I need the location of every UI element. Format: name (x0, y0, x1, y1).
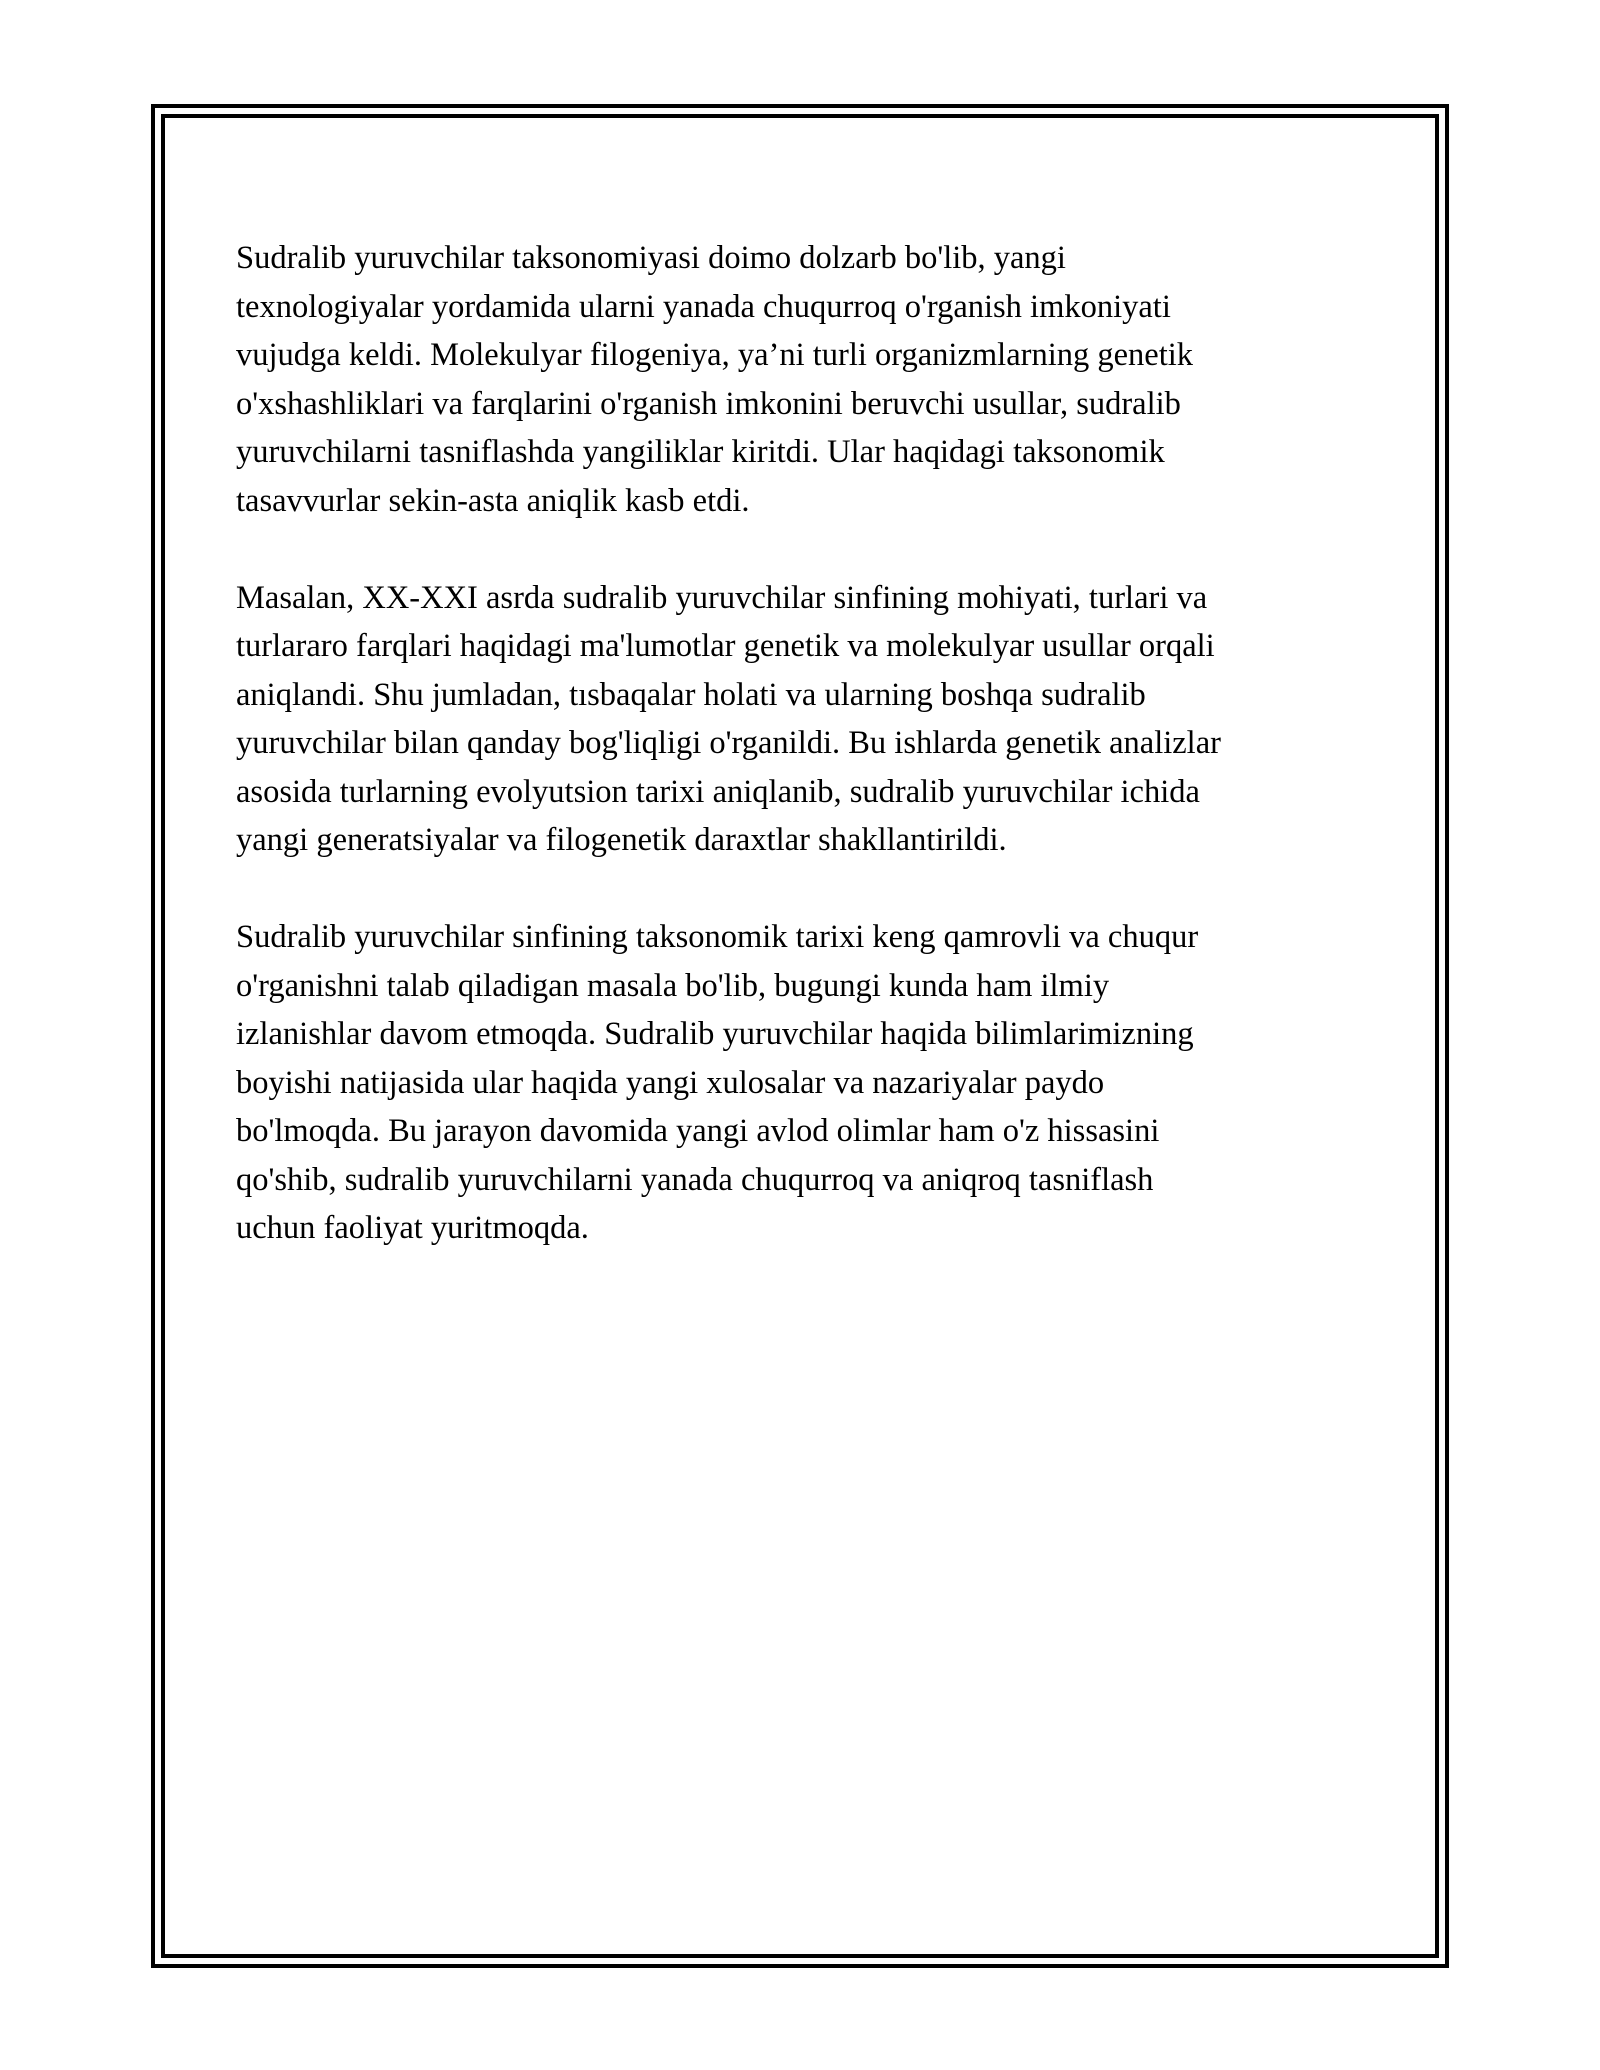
text-line: asosida turlarning evolyutsion tarixi aniqlanib, sudralib yuruvchilar ichida (236, 773, 1200, 810)
text-line: uchun faoliyat yuritmoqda. (236, 1210, 589, 1246)
text-line: yangi generatsiyalar va filogenetik daraxtlar shakllantirildi. (236, 822, 1007, 858)
text-line: boyishi natijasida ular haqida yangi xulosalar va nazariyalar paydo (236, 1064, 1105, 1101)
text-line: vujudga keldi. Molekulyar filogeniya, ya’ni turli organizmlarning genetik (236, 337, 1194, 373)
text-line: o'xshashliklari va farqlarini o'rganish imkonini beruvchi usullar, sudralib (236, 385, 1181, 422)
text-line: aniqlandi. Shu jumladan, tısbaqalar holati va ularning boshqa sudralib (236, 676, 1146, 713)
text-line: izlanishlar davom etmoqda. Sudralib yuruvchilar haqida bilimlarimizning (236, 1016, 1194, 1052)
text-line: Sudralib yuruvchilar taksonomiyasi doimo dolzarb bo'lib, yangi (236, 240, 1066, 276)
text-line: yuruvchilar bilan qanday bog'liqligi o'rganildi. Bu ishlarda genetik analizlar (236, 725, 1221, 761)
paragraph-2 (236, 574, 1366, 865)
text-line: texnologiyalar yordamida ularni yanada chuqurroq o'rganish imkoniyati (236, 288, 1171, 325)
text-line: bo'lmoqda. Bu jarayon davomida yangi avlod olimlar ham o'z hissasini (236, 1113, 1160, 1149)
text-line: o'rganishni talab qiladigan masala bo'lib, bugungi kunda ham ilmiy (236, 967, 1110, 1004)
paragraph-3 (236, 913, 1366, 1253)
paragraph-1 (236, 234, 1366, 525)
text-line: turlararo farqlari haqidagi ma'lumotlar genetik va molekulyar usullar orqali (236, 628, 1215, 664)
text-line: Sudralib yuruvchilar sinfining taksonomik tarixi keng qamrovli va chuqur (236, 919, 1199, 955)
text-line: qo'shib, sudralib yuruvchilarni yanada chuqurroq va aniqroq tasniflash (236, 1161, 1154, 1198)
text-line: yuruvchilarni tasniflashda yangiliklar kiritdi. Ular haqidagi taksonomik (236, 434, 1165, 470)
text-line: Masalan, XX-XXI asrda sudralib yuruvchilar sinfining mohiyati, turlari va (236, 579, 1208, 616)
text-line: tasavvurlar sekin-asta aniqlik kasb etdi. (236, 482, 750, 519)
document-body (236, 234, 1366, 1301)
